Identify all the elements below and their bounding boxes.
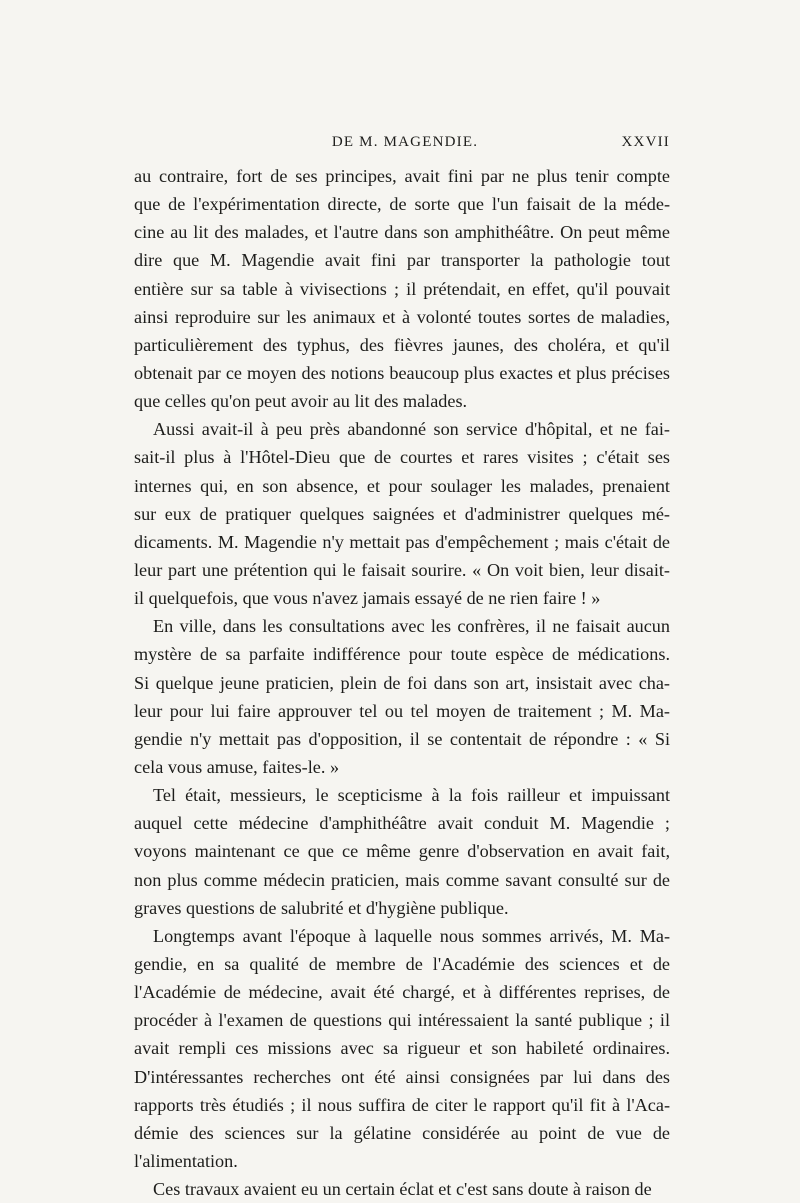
text-line: leur pour lui faire approuver tel ou tel moyen de traitement ; M. Ma- — [134, 700, 670, 721]
text-line: leur part une prétention qui le faisait sourire. « On voit bien, leur disait- — [134, 559, 670, 580]
text-line: voyons maintenant ce que ce même genre d'observation en avait fait, — [134, 841, 670, 862]
text-line: internes qui, en son absence, et pour soulager les malades, prenaient — [134, 475, 670, 496]
running-head — [140, 134, 670, 156]
text-line: mystère de sa parfaite indifférence pour toute espèce de médications. — [134, 644, 670, 665]
text-line: avait rempli ces missions avec sa rigueur et son habileté ordinaires. — [134, 1038, 670, 1059]
text-line: rapports très étudiés ; il nous suffira de citer le rapport qu'il fit à l'Aca- — [134, 1094, 670, 1115]
text-line: l'Académie de médecine, avait été chargé, et à différentes reprises, de — [134, 982, 670, 1003]
text-line: cine au lit des malades, et l'autre dans son amphithéâtre. On peut même — [134, 222, 670, 243]
text-line: dicaments. M. Magendie n'y mettait pas d'empêchement ; mais c'était de — [134, 531, 670, 552]
running-head-title: DE M. MAGENDIE. — [331, 134, 479, 150]
text-line: ainsi reproduire sur les animaux et à volonté toutes sortes de maladies, — [134, 306, 670, 327]
text-line: entière sur sa table à vivisections ; il prétendait, en effet, qu'il pouvait — [134, 278, 670, 299]
text-line: démie des sciences sur la gélatine considérée au point de vue de — [134, 1122, 670, 1143]
text-line: sait-il plus à l'Hôtel-Dieu que de courtes et rares visites ; c'était ses — [134, 447, 670, 468]
text-line: Si quelque jeune praticien, plein de foi dans son art, insistait avec cha- — [134, 672, 670, 693]
text-line: gendie n'y mettait pas d'opposition, il se contentait de répondre : « Si — [134, 728, 670, 749]
body-text — [134, 162, 670, 1203]
text-line: au contraire, fort de ses principes, avait fini par ne plus tenir compte — [134, 166, 670, 186]
text-line: particulièrement des typhus, des fièvres jaunes, des choléra, et qu'il — [134, 334, 670, 355]
text-line: dire que M. Magendie avait fini par transporter la pathologie tout — [134, 250, 670, 271]
text-line: cela vous amuse, faites-le. » — [134, 756, 340, 777]
text-line: En ville, dans les consultations avec les confrères, il ne faisait aucun — [153, 616, 670, 637]
text-line: Aussi avait-il à peu près abandonné son service d'hôpital, et ne fai- — [153, 419, 670, 440]
text-line: gendie, en sa qualité de membre de l'Académie des sciences et de — [134, 953, 670, 974]
text-line: procéder à l'examen de questions qui intéressaient la santé publique ; il — [134, 1010, 670, 1031]
text-line: que celles qu'on peut avoir au lit des malades. — [134, 391, 468, 412]
page-number: XXVII — [621, 134, 670, 150]
text-line: obtenait par ce moyen des notions beaucoup plus exactes et plus précises — [134, 362, 670, 383]
text-line: Ces travaux avaient eu un certain éclat et c'est sans doute à raison de — [153, 1179, 652, 1200]
text-line: D'intéressantes recherches ont été ainsi consignées par lui dans des — [134, 1066, 670, 1087]
text-line: non plus comme médecin praticien, mais comme savant consulté sur de — [134, 869, 670, 890]
text-line: sur eux de pratiquer quelques saignées et d'administrer quelques mé- — [134, 503, 670, 524]
text-line: que de l'expérimentation directe, de sorte que l'un faisait de la méde- — [134, 194, 670, 215]
text-line: Tel était, messieurs, le scepticisme à la fois railleur et impuissant — [153, 785, 670, 806]
text-line: auquel cette médecine d'amphithéâtre avait conduit M. Magendie ; — [134, 813, 670, 834]
text-line: il quelquefois, que vous n'avez jamais essayé de ne rien faire ! » — [134, 588, 601, 609]
text-line: graves questions de salubrité et d'hygiène publique. — [134, 897, 509, 918]
text-line: l'alimentation. — [134, 1150, 238, 1171]
text-line: Longtemps avant l'époque à laquelle nous sommes arrivés, M. Ma- — [153, 925, 670, 946]
